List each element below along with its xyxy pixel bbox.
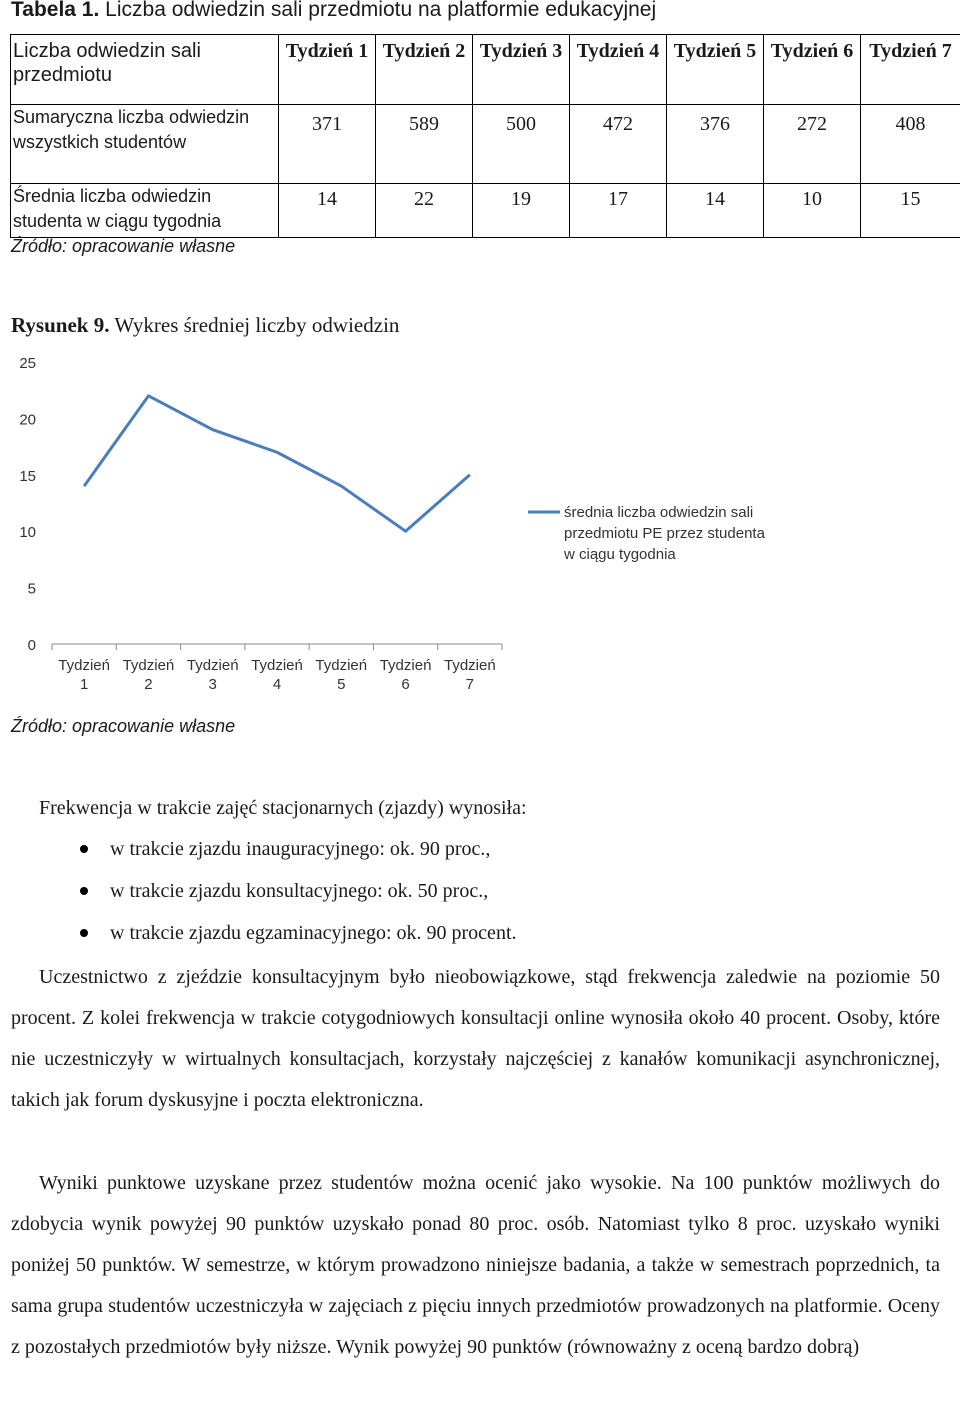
list-item [80, 870, 517, 912]
y-tick-label: 0 [27, 637, 36, 654]
header-week: Tydzień 7 [861, 35, 960, 105]
table-caption [11, 0, 656, 22]
cell-value: 14 [279, 184, 376, 238]
table-header-row [11, 35, 960, 105]
list-item [80, 828, 517, 870]
cell-value: 472 [570, 105, 667, 184]
list-item [80, 912, 517, 954]
bullet-icon [80, 929, 88, 937]
cell-value: 14 [667, 184, 764, 238]
header-week: Tydzień 5 [667, 35, 764, 105]
chart-series [84, 396, 470, 531]
line-chart [0, 340, 960, 705]
table-source: Źródło: opracowanie własne [11, 236, 236, 256]
cell-value: 371 [279, 105, 376, 184]
y-tick-label: 20 [19, 411, 36, 429]
x-tick-label: Tydzień 2 [122, 657, 175, 693]
y-tick-label: 15 [19, 467, 36, 485]
cell-value: 19 [473, 184, 570, 238]
x-tick-label: Tydzień 1 [58, 657, 110, 693]
figure-caption [11, 313, 399, 338]
figure-source: Źródło: opracowanie własne [11, 716, 236, 736]
paragraph-2 [11, 1163, 940, 1368]
figure-caption-prefix: Rysunek 9. [11, 313, 110, 337]
series-line [84, 396, 470, 531]
attendance-list [80, 828, 517, 954]
y-tick-label: 5 [27, 580, 36, 598]
paragraph-1-text: Uczestnictwo z zjeździe konsultacyjnym było nieobowiązkowe, stąd frekwencja zaledwie na poziomie 50 procent. Z kolei frekwencja w trakcie cotygodniowych konsultacji online wynosiła około 40 procent. Osoby, które nie uczestniczyły w wirtualnych konsultacjach, korzystały najczęściej z kanałów komunikacji asynchronicznej, takich jak forum dyskusyjne i poczta elektroniczna. [11, 966, 940, 1111]
table-caption-prefix: Tabela 1. [11, 0, 100, 21]
x-tick-label: Tydzień 7 [444, 657, 496, 693]
attendance-intro [11, 788, 940, 829]
cell-value: 22 [376, 184, 473, 238]
cell-value: 500 [473, 105, 570, 184]
header-week: Tydzień 3 [473, 35, 570, 105]
cell-value: 17 [570, 184, 667, 238]
cell-value: 589 [376, 105, 473, 184]
intro-text: Frekwencja w trakcie zajęć stacjonarnych (zjazdy) wynosiła: [39, 797, 527, 819]
row-label: Sumaryczna liczba odwiedzin wszystkich studentów [11, 105, 279, 184]
header-week: Tydzień 1 [279, 35, 376, 105]
table-header-label: Liczba odwiedzin sali przedmiotu [11, 35, 279, 105]
y-tick-label: 25 [19, 355, 36, 372]
table-caption-text: Liczba odwiedzin sali przedmiotu na platformie edukacyjnej [105, 0, 657, 21]
list-item-text: w trakcie zjazdu inauguracyjnego: ok. 90 proc., [110, 838, 491, 860]
x-tick-label: Tydzień 3 [186, 657, 239, 693]
bullet-icon [80, 845, 88, 853]
list-item-text: w trakcie zjazdu konsultacyjnego: ok. 50 proc., [110, 880, 489, 902]
y-axis-ticks [19, 355, 36, 654]
header-week: Tydzień 4 [570, 35, 667, 105]
paragraph-1 [11, 957, 940, 1121]
x-axis-ticks [52, 644, 502, 693]
x-tick-label: Tydzień 4 [251, 657, 303, 693]
visits-table [10, 34, 960, 238]
list-item-text: w trakcie zjazdu egzaminacyjnego: ok. 90 procent. [110, 922, 517, 944]
chart-legend [528, 504, 766, 563]
table-row [11, 105, 960, 184]
cell-value: 272 [764, 105, 861, 184]
cell-value: 376 [667, 105, 764, 184]
paragraph-2-text: Wyniki punktowe uzyskane przez studentów można ocenić jako wysokie. Na 100 punktów możliwych do zdobycia wynik powyżej 90 punktów uzyskało ponad 80 proc. osób. Natomiast tylko 8 proc. uzyskało wyniki poniżej 50 punktów. W semestrze, w którym prowadzono niniejsze badania, a także w semestrach poprzednich, ta sama grupa studentów uczestniczyła w zajęciach z pięciu innych przedmiotów prowadzonych na platformie. Oceny z pozostałych przedmiotów były niższe. Wynik powyżej 90 punktów (równoważny z oceną bardzo dobrą) [11, 1172, 940, 1358]
figure-caption-text: Wykres średniej liczby odwiedzin [114, 313, 400, 337]
header-week: Tydzień 6 [764, 35, 861, 105]
table-row [11, 184, 960, 238]
row-label: Średnia liczba odwiedzin studenta w ciągu tygodnia [11, 184, 279, 238]
cell-value: 408 [861, 105, 960, 184]
header-week: Tydzień 2 [376, 35, 473, 105]
x-tick-label: Tydzień 6 [379, 657, 432, 693]
x-tick-label: Tydzień 5 [315, 657, 368, 693]
cell-value: 15 [861, 184, 960, 238]
legend-label: średnia liczba odwiedzin sali przedmiotu PE przez studenta w ciągu tygodnia [564, 504, 765, 563]
bullet-icon [80, 887, 88, 895]
y-tick-label: 10 [19, 524, 36, 542]
cell-value: 10 [764, 184, 861, 238]
